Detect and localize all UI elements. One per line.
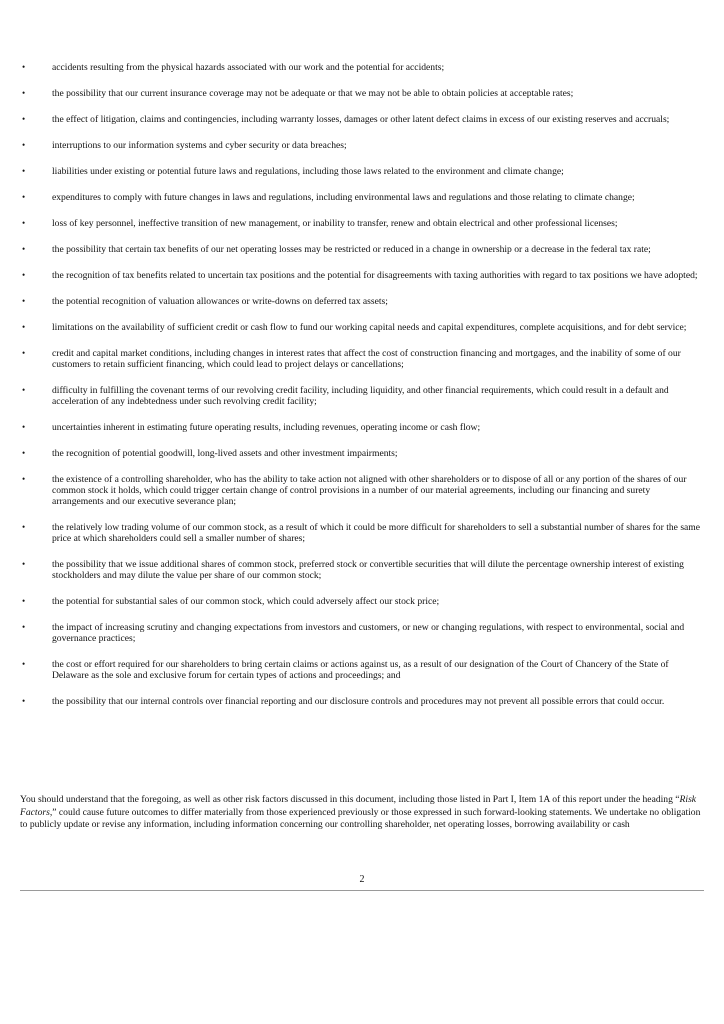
bullet-icon: •: [22, 88, 26, 98]
list-item: [0, 422, 724, 433]
bullet-icon: •: [22, 596, 26, 606]
list-item-text: uncertainties inherent in estimating future operating results, including revenues, operating income or cash flow;: [52, 422, 481, 433]
list-item: [0, 559, 724, 581]
bullet-icon: •: [22, 218, 26, 228]
bullet-icon: •: [22, 322, 26, 332]
bullet-icon: •: [22, 192, 26, 202]
list-item-text: the impact of increasing scrutiny and changing expectations from investors and customers, or new or changing regulations, with respect to environmental, social and governance practices;: [52, 622, 685, 644]
list-item: [0, 192, 724, 203]
list-item: [0, 522, 724, 544]
list-item: [0, 296, 724, 307]
list-item-text: credit and capital market conditions, including changes in interest rates that affect the cost of construction financing and mortgages, and the inability of some of our customers to retain sufficient financing, which could lead to project delays or cancellations;: [52, 348, 681, 370]
list-item: [0, 62, 724, 73]
bullet-icon: •: [22, 696, 26, 706]
list-item-text: the recognition of potential goodwill, long-lived assets and other investment impairments;: [52, 448, 398, 459]
list-item: [0, 659, 724, 681]
bullet-icon: •: [22, 348, 26, 358]
closing-text-start: You should understand that the foregoing, as well as other risk factors discussed in this document, including those listed in Part I, Item 1A of this report under the heading “: [20, 794, 680, 805]
bullet-icon: •: [22, 422, 26, 432]
list-item-text: the recognition of tax benefits related to uncertain tax positions and the potential for disagreements with taxing authorities with regard to tax positions we have adopted;: [52, 270, 698, 281]
list-item: [0, 596, 724, 607]
list-item: [0, 88, 724, 99]
bullet-icon: •: [22, 114, 26, 124]
list-item-text: difficulty in fulfilling the covenant terms of our revolving credit facility, including liquidity, and other financial requirements, which could result in a default and acceleration of any indebtedness under such revolving credit facility;: [52, 385, 669, 407]
page-number: 2: [359, 874, 365, 885]
list-item-text: the possibility that we issue additional shares of common stock, preferred stock or convertible securities that will dilute the percentage ownership interest of existing stockholders and may dilute the value per share of our common stock;: [52, 559, 684, 581]
list-item-text: interruptions to our information systems and cyber security or data breaches;: [52, 140, 347, 151]
list-item-text: loss of key personnel, ineffective transition of new management, or inability to transfer, renew and obtain electrical and other professional licenses;: [52, 218, 618, 229]
bullet-icon: •: [22, 385, 26, 395]
list-item: [0, 140, 724, 151]
list-item: [0, 218, 724, 229]
list-item-text: the possibility that our current insurance coverage may not be adequate or that we may not be able to obtain policies at acceptable rates;: [52, 88, 574, 99]
list-item: [0, 474, 724, 507]
list-item: [0, 622, 724, 644]
page-divider: [20, 890, 704, 891]
list-item-text: the relatively low trading volume of our common stock, as a result of which it could be more difficult for shareholders to sell a substantial number of shares for the same price at which shareholders could sell a smaller number of shares;: [52, 522, 701, 544]
bullet-icon: •: [22, 474, 26, 484]
list-item: [0, 348, 724, 370]
list-item-text: accidents resulting from the physical hazards associated with our work and the potential for accidents;: [52, 62, 445, 73]
list-item-text: the existence of a controlling shareholder, who has the ability to take action not aligned with other shareholders or to dispose of all or any portion of the shares of our common stock it holds, which could trigger certain change of control provisions in a number of our material agreements, including our financing and surety arrangements and our executive severance plan;: [52, 474, 687, 507]
list-item-text: the cost or effort required for our shareholders to bring certain claims or actions against us, as a result of our designation of the Court of Chancery of the State of Delaware as the sole and exclusive forum for certain types of actions and proceedings; and: [52, 659, 669, 681]
closing-paragraph: [20, 794, 706, 832]
bullet-icon: •: [22, 622, 26, 632]
list-item: [0, 114, 724, 125]
closing-text-end: ” could cause future outcomes to differ materially from those experienced previously or those expressed in such forward-looking statements. We undertake no obligation to publicly update or revise any information, including information concerning our controlling shareholder, net operating losses, borrowing availability or cash: [20, 806, 701, 830]
bullet-icon: •: [22, 166, 26, 176]
bullet-icon: •: [22, 140, 26, 150]
list-item-text: limitations on the availability of sufficient credit or cash flow to fund our working capital needs and capital expenditures, complete acquisitions, and for debt service;: [52, 322, 687, 333]
bullet-icon: •: [22, 296, 26, 306]
list-item-text: liabilities under existing or potential future laws and regulations, including those laws related to the environment and climate change;: [52, 166, 564, 177]
bullet-icon: •: [22, 522, 26, 532]
risk-factors-heading-reference: Risk Factors,: [20, 794, 697, 818]
list-item-text: the possibility that certain tax benefits of our net operating losses may be restricted or reduced in a change in ownership or a decrease in the federal tax rate;: [52, 244, 651, 255]
list-item-text: expenditures to comply with future changes in laws and regulations, including environmental laws and regulations and those relating to climate change;: [52, 192, 635, 203]
bullet-icon: •: [22, 559, 26, 569]
bullet-icon: •: [22, 659, 26, 669]
list-item: [0, 166, 724, 177]
bullet-icon: •: [22, 62, 26, 72]
bullet-icon: •: [22, 270, 26, 280]
list-item-text: the potential recognition of valuation allowances or write-downs on deferred tax assets;: [52, 296, 388, 307]
list-item-text: the potential for substantial sales of our common stock, which could adversely affect our stock price;: [52, 596, 440, 607]
risk-bullet-list: [0, 62, 724, 722]
list-item: [0, 244, 724, 255]
list-item: [0, 270, 724, 281]
list-item-text: the possibility that our internal controls over financial reporting and our disclosure controls and procedures may not prevent all possible errors that could occur.: [52, 696, 665, 707]
list-item-text: the effect of litigation, claims and contingencies, including warranty losses, damages or other latent defect claims in excess of our existing reserves and accruals;: [52, 114, 670, 125]
list-item: [0, 322, 724, 333]
list-item: [0, 448, 724, 459]
bullet-icon: •: [22, 244, 26, 254]
list-item: [0, 696, 724, 707]
bullet-icon: •: [22, 448, 26, 458]
list-item: [0, 385, 724, 407]
